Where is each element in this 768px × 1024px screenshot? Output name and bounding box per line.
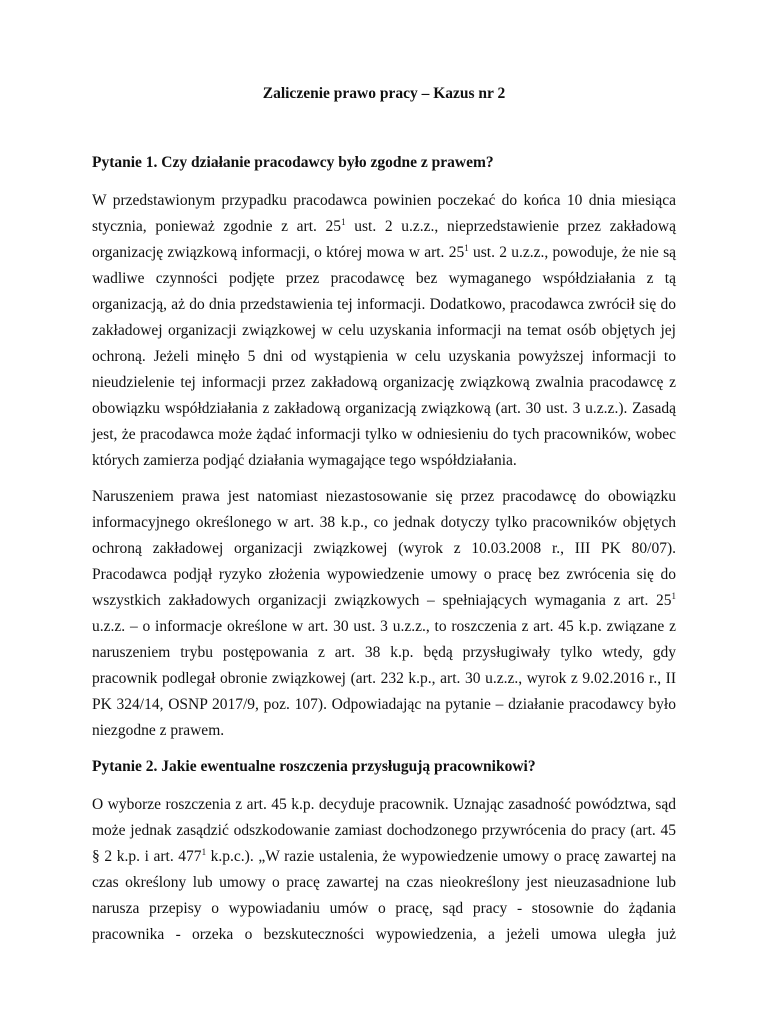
text-line: Pracodawca podjął ryzyko złożenia wypowiedzenie umowy o pracę bez zwrócenia się do [92,566,676,583]
question-2-heading: Pytanie 2. Jakie ewentualne roszczenia przysługują pracownikowi? [92,758,536,775]
text-line: pracownika - orzeka o bezskuteczności wypowiedzenia, a jeżeli umowa uległa już [92,926,676,943]
answer-2-paragraph-1 [92,792,676,948]
text-line: czas określony lub umowy o pracę zawartej na czas nieokreślony jest nieuzasadnione lub [92,874,676,891]
text-line: PK 324/14, OSNP 2017/9, poz. 107). Odpowiadając na pytanie – działanie pracodawcy było [92,696,676,713]
text-line: O wyborze roszczenia z art. 45 k.p. decyduje pracownik. Uznając zasadność powództwa, sąd [92,796,676,813]
document-title: Zaliczenie prawo pracy – Kazus nr 2 [262,85,506,102]
text-line: organizację związkową informacji, o której mowa w art. $25^1$ ust. 2 u.z.z., powoduje, że nie są [92,242,676,261]
text-line: organizacją, aż do dnia przedstawienia tej informacji. Dodatkowo, pracodawca zwrócił się do [92,296,676,313]
text-line: ochroną zakładowej organizacji związkowej (wyrok z 10.03.2008 r., III PK 80/07). [92,540,676,557]
text-line: jest, że pracodawca może żądać informacji tylko w odniesieniu do tych pracowników, wobec [92,426,676,443]
text-line: u.z.z. – o informacje określone w art. 30 ust. 3 u.z.z., to roszczenia z art. 45 k.p. związane z [92,618,676,635]
text-line: wszystkich zakładowych organizacji związkowych – spełniających wymagania z art. $25^1$ [92,590,676,609]
text-line: niezgodne z prawem. [92,722,225,739]
text-line: nieudzielenie tej informacji przez zakładową organizację związkową zwalnia pracodawcę z [92,374,676,391]
text-line: naruszeniem trybu postępowania z art. 38 k.p. będą przysługiwały tylko wtedy, gdy [92,644,676,661]
text-line: W przedstawionym przypadku pracodawca powinien poczekać do końca 10 dnia miesiąca [92,192,676,209]
text-line: których zamierza podjąć działania wymagające tego współdziałania. [92,452,517,469]
text-line: narusza przepisy o wypowiadaniu umów o pracę, sąd pracy - stosownie do żądania [92,900,676,917]
question-1-heading: Pytanie 1. Czy działanie pracodawcy było zgodne z prawem? [92,154,494,171]
text-line: Naruszeniem prawa jest natomiast niezastosowanie się przez pracodawcę do obowiązku [92,488,676,505]
document-body [92,150,676,958]
text-line: informacyjnego określonego w art. 38 k.p., co jednak dotyczy tylko pracowników objętych [92,514,676,531]
text-line: ochroną. Jeżeli minęło 5 dni od wystąpienia w celu uzyskania powyższej informacji to [92,348,676,365]
answer-1-paragraph-1 [92,188,676,474]
answer-1-paragraph-2 [92,484,676,744]
text-line: obowiązku współdziałania z zakładową organizacją związkową (art. 30 ust. 3 u.z.z.). Zasadą [92,400,676,417]
text-line: § 2 k.p. i art. $477^1$ k.p.c.). „W razie ustalenia, że wypowiedzenie umowy o pracę zawartej na [92,846,676,865]
text-line: stycznia, ponieważ zgodnie z art. $25^1$ ust. 2 u.z.z., nieprzedstawienie przez zakładową [92,216,677,235]
text-line: zakładowej organizacji związkowej w celu uzyskania informacji na temat osób objętych jej [92,322,676,339]
text-line: wadliwe czynności podjęte przez pracodawcę bez wymaganego współdziałania z tą [92,270,676,287]
text-line: pracownik podlegał obronie związkowej (art. 232 k.p., art. 30 u.z.z., wyrok z 9.02.2016 r., II [92,670,676,687]
text-line: może jednak zasądzić odszkodowanie zamiast dochodzonego przywrócenia do pracy (art. 45 [92,822,676,839]
